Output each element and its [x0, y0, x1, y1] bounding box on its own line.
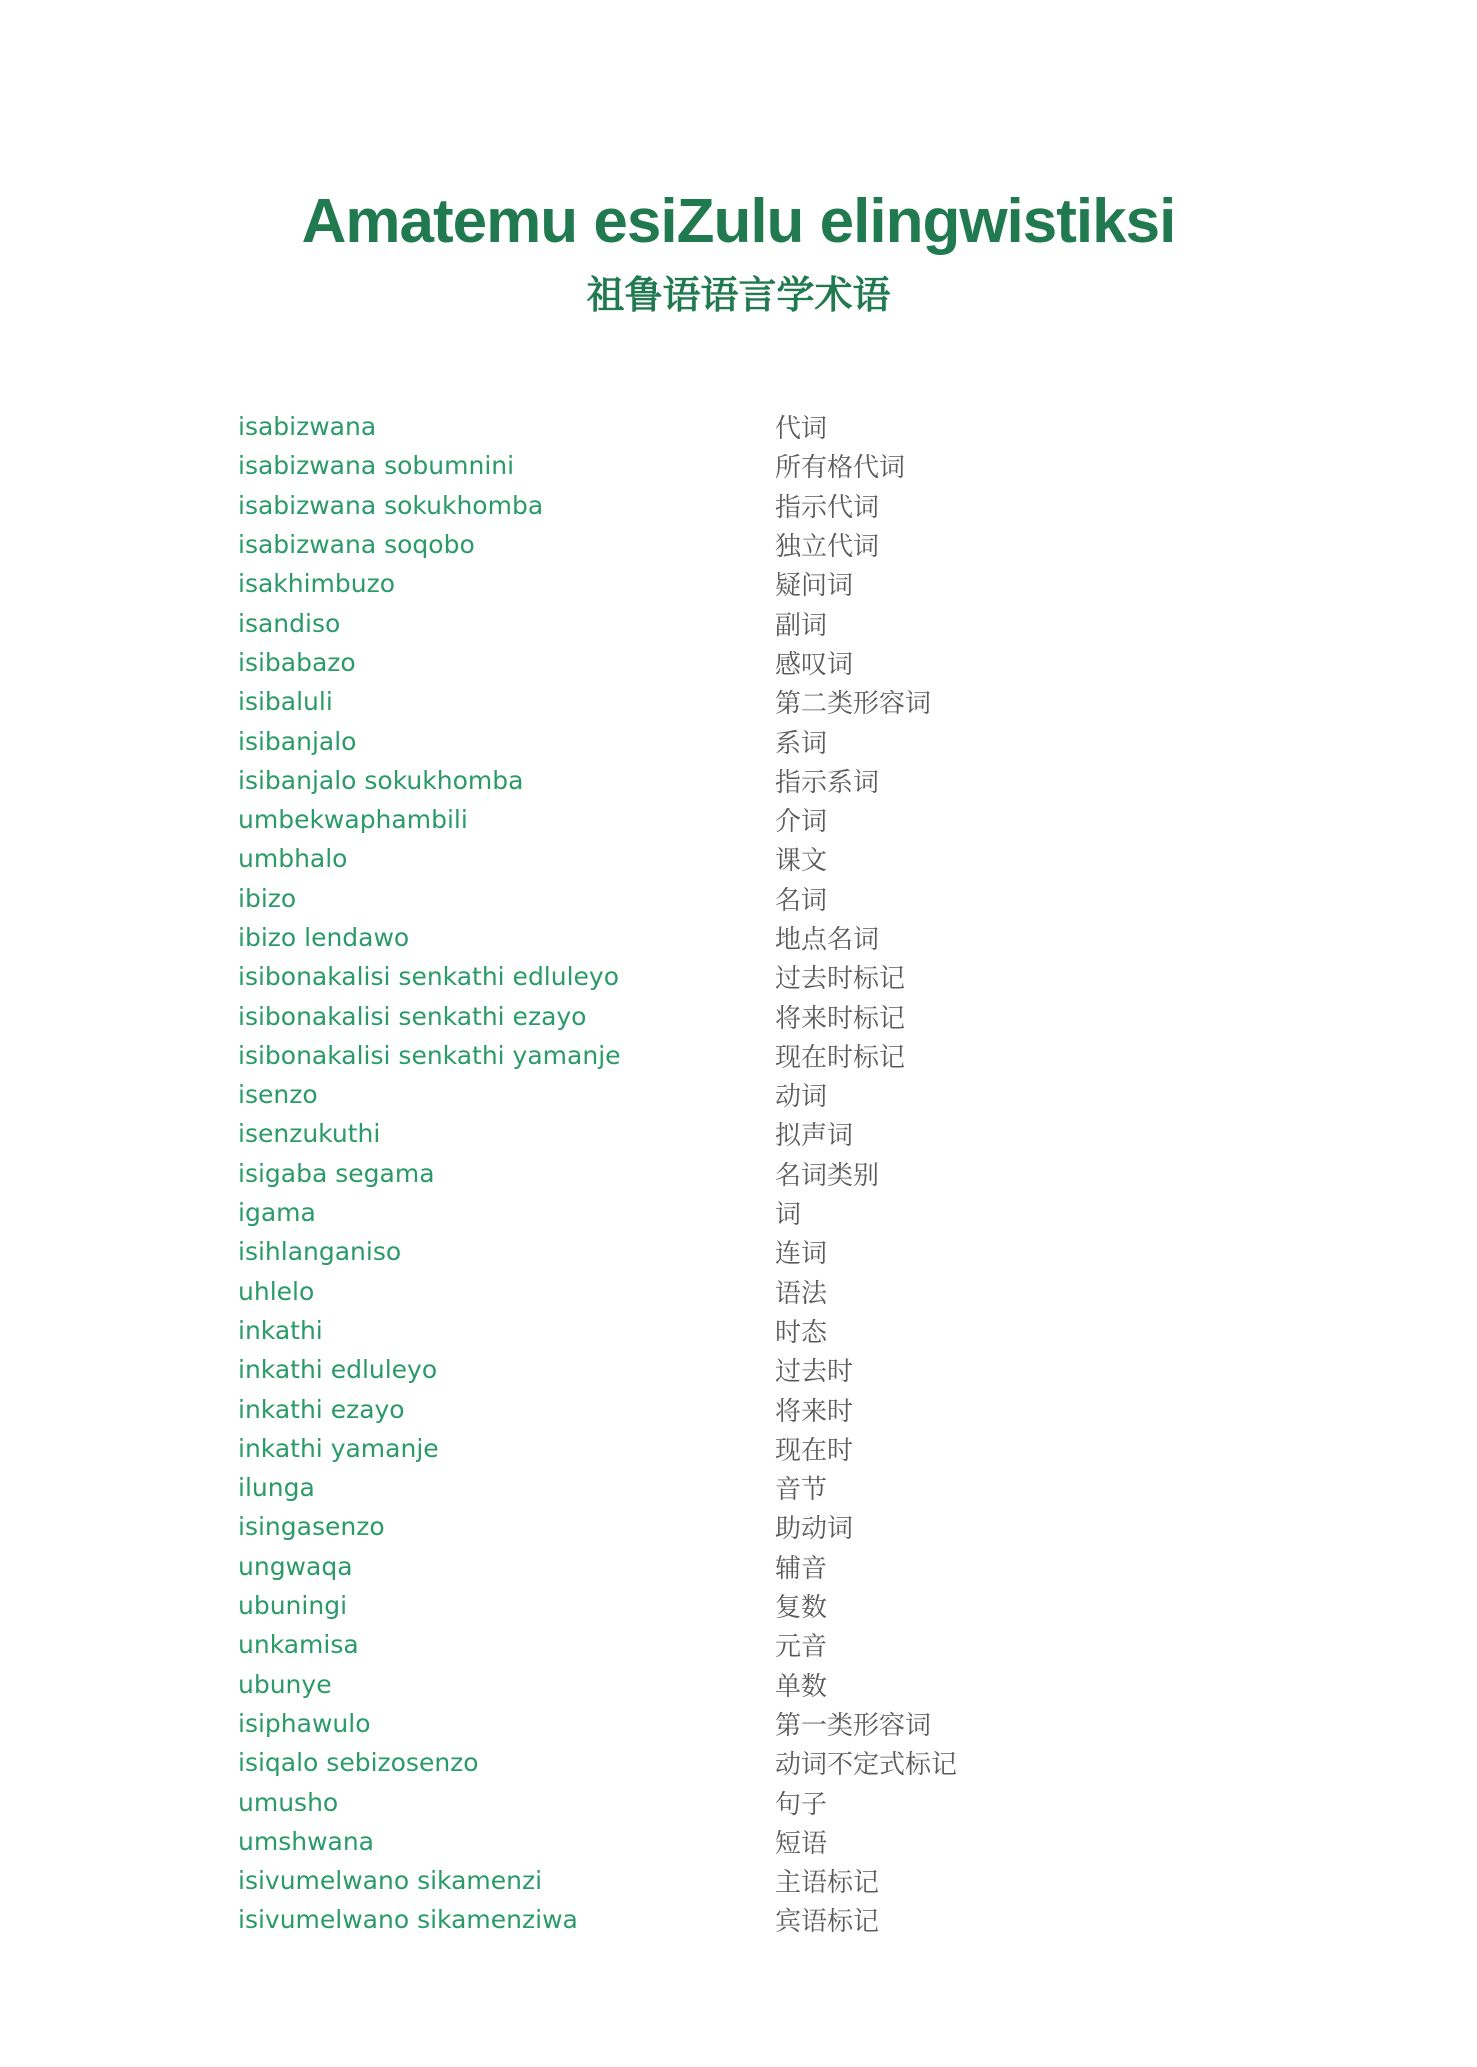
chinese-translation: 短语: [775, 1828, 828, 1859]
zulu-term: isihlanganiso: [238, 1237, 402, 1267]
glossary-row: [238, 603, 1238, 642]
glossary-row: [238, 1311, 1238, 1350]
chinese-translation: 时态: [775, 1317, 828, 1348]
chinese-translation: 第二类形容词: [775, 689, 932, 720]
chinese-translation: 将来时标记: [775, 1003, 906, 1034]
glossary-row: [238, 1468, 1238, 1507]
zulu-term: ibizo lendawo: [238, 923, 410, 952]
glossary-row: [238, 407, 1238, 446]
chinese-translation: 主语标记: [775, 1868, 880, 1899]
zulu-term: isingasenzo: [238, 1512, 385, 1542]
glossary-row: [238, 879, 1238, 918]
chinese-translation: 将来时: [775, 1396, 854, 1427]
chinese-translation: 课文: [775, 846, 828, 877]
zulu-term: isenzo: [238, 1080, 318, 1110]
zulu-term: isibonakalisi senkathi yamanje: [238, 1040, 621, 1070]
glossary-row: [238, 1547, 1238, 1586]
zulu-term: isabizwana: [238, 412, 377, 442]
chinese-translation: 地点名词: [775, 925, 880, 955]
chinese-translation: 单数: [775, 1671, 828, 1702]
zulu-term: isenzukuthi: [238, 1119, 381, 1149]
glossary-row: [238, 1036, 1238, 1075]
zulu-term: ungwaqa: [238, 1551, 353, 1581]
chinese-translation: 复数: [775, 1593, 828, 1624]
glossary-row: [238, 839, 1238, 878]
glossary-row: [238, 1743, 1238, 1782]
glossary-row: [238, 1389, 1238, 1428]
chinese-translation: 过去时: [775, 1357, 854, 1388]
chinese-translation: 现在时标记: [775, 1042, 906, 1073]
zulu-term: inkathi yamanje: [238, 1433, 439, 1463]
zulu-term: igama: [238, 1198, 316, 1228]
chinese-translation: 系词: [775, 728, 828, 759]
glossary-row: [238, 1900, 1238, 1939]
zulu-term: uhlelo: [238, 1276, 315, 1306]
chinese-translation: 拟声词: [775, 1121, 854, 1152]
chinese-translation: 过去时标记: [775, 964, 906, 995]
chinese-translation: 名词: [775, 885, 828, 916]
glossary-row: [238, 564, 1238, 603]
chinese-translation: 词: [775, 1200, 802, 1231]
glossary-row: [238, 1704, 1238, 1743]
glossary-row: [238, 1114, 1238, 1153]
zulu-term: isakhimbuzo: [238, 569, 396, 599]
glossary-row: [238, 800, 1238, 839]
glossary-row: [238, 1429, 1238, 1468]
glossary-row: [238, 1861, 1238, 1900]
glossary-row: [238, 761, 1238, 800]
page-title: Amatemu esiZulu elingwistiksi: [301, 187, 1176, 256]
zulu-term: isabizwana sobumnini: [238, 451, 515, 481]
chinese-translation: 句子: [775, 1789, 828, 1820]
zulu-term: isabizwana soqobo: [238, 530, 475, 560]
glossary-row: [238, 1350, 1238, 1389]
glossary-row: [238, 1272, 1238, 1311]
zulu-term: umbekwaphambili: [238, 805, 468, 835]
glossary-row: [238, 1822, 1238, 1861]
glossary-list: [238, 407, 1238, 1940]
zulu-term: ubuningi: [238, 1591, 348, 1621]
zulu-term: isibabazo: [238, 647, 356, 677]
glossary-row: [238, 1232, 1238, 1271]
zulu-term: isivumelwano sikamenziwa: [238, 1905, 578, 1935]
chinese-translation: 动词不定式标记: [775, 1750, 958, 1781]
chinese-translation: 代词: [775, 414, 828, 445]
zulu-term: unkamisa: [238, 1630, 359, 1660]
glossary-row: [238, 643, 1238, 682]
page-subtitle: 祖鲁语语言学术语: [586, 273, 891, 317]
glossary-row: [238, 1625, 1238, 1664]
chinese-translation: 助动词: [775, 1514, 854, 1545]
zulu-term: umusho: [238, 1787, 339, 1817]
zulu-term: inkathi ezayo: [238, 1394, 405, 1424]
glossary-row: [238, 1193, 1238, 1232]
glossary-row: [238, 1586, 1238, 1625]
zulu-term: ibizo: [238, 883, 297, 913]
glossary-row: [238, 996, 1238, 1035]
zulu-term: isibanjalo sokukhomba: [238, 765, 524, 795]
glossary-row: [238, 957, 1238, 996]
glossary-row: [238, 486, 1238, 525]
glossary-row: [238, 1507, 1238, 1546]
chinese-translation: 第一类形容词: [775, 1710, 932, 1741]
glossary-row: [238, 1665, 1238, 1704]
zulu-term: isibaluli: [238, 687, 333, 717]
chinese-translation: 辅音: [775, 1553, 828, 1584]
chinese-translation: 指示代词: [775, 492, 880, 523]
chinese-translation: 音节: [775, 1475, 828, 1506]
chinese-translation: 感叹词: [775, 649, 854, 680]
zulu-term: isivumelwano sikamenzi: [238, 1866, 543, 1896]
chinese-translation: 介词: [775, 807, 828, 838]
chinese-translation: 指示系词: [775, 767, 880, 798]
chinese-translation: 副词: [775, 610, 828, 641]
zulu-term: isabizwana sokukhomba: [238, 490, 544, 520]
zulu-term: isibonakalisi senkathi ezayo: [238, 1001, 587, 1031]
zulu-term: ubunye: [238, 1669, 332, 1699]
chinese-translation: 现在时: [775, 1435, 854, 1466]
zulu-term: umbhalo: [238, 844, 348, 874]
chinese-translation: 名词类别: [775, 1160, 880, 1191]
zulu-term: umshwana: [238, 1826, 374, 1856]
zulu-term: inkathi edluleyo: [238, 1355, 438, 1385]
zulu-term: ilunga: [238, 1473, 315, 1503]
zulu-term: isigaba segama: [238, 1158, 435, 1188]
chinese-translation: 元音: [775, 1632, 828, 1663]
chinese-translation: 动词: [775, 1082, 828, 1113]
glossary-row: [238, 1154, 1238, 1193]
zulu-term: isibanjalo: [238, 726, 357, 756]
chinese-translation: 宾语标记: [775, 1907, 880, 1938]
chinese-translation: 语法: [775, 1278, 828, 1309]
chinese-translation: 独立代词: [775, 532, 880, 563]
zulu-term: isiqalo sebizosenzo: [238, 1748, 479, 1778]
chinese-translation: 疑问词: [775, 571, 854, 602]
zulu-term: isibonakalisi senkathi edluleyo: [238, 962, 620, 992]
chinese-translation: 连词: [775, 1239, 828, 1270]
glossary-row: [238, 525, 1238, 564]
zulu-term: isandiso: [238, 608, 341, 638]
chinese-translation: 所有格代词: [775, 453, 906, 484]
glossary-row: [238, 682, 1238, 721]
glossary-row: [238, 1075, 1238, 1114]
glossary-row: [238, 1782, 1238, 1821]
glossary-row: [238, 446, 1238, 485]
zulu-term: isiphawulo: [238, 1708, 371, 1738]
zulu-term: inkathi: [238, 1315, 323, 1345]
glossary-row: [238, 918, 1238, 957]
glossary-row: [238, 721, 1238, 760]
